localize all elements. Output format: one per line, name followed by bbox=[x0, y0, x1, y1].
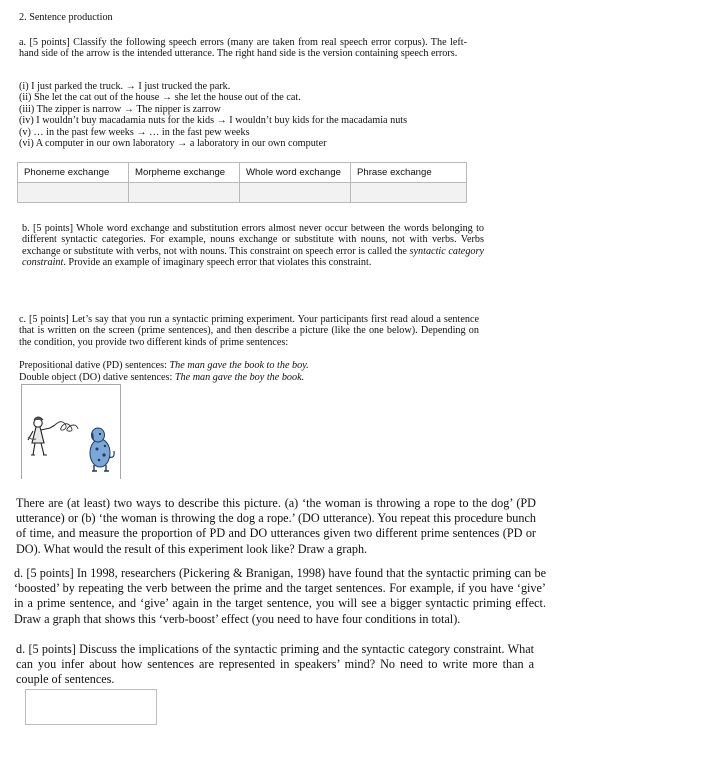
speech-error-item: (i) I just parked the truck. → I just trucked the park. bbox=[19, 81, 231, 92]
part-b-text bbox=[22, 223, 484, 269]
table-header-row bbox=[18, 163, 467, 183]
column-header-whole-word: Whole word exchange bbox=[240, 163, 351, 183]
speech-error-list bbox=[19, 81, 479, 149]
speech-error-item: (iii) The zipper is narrow → The nipper is zarrow bbox=[19, 103, 221, 115]
speech-error-item: (vi) A computer in our own laboratory → a laboratory in our own computer bbox=[19, 138, 327, 150]
section-heading: 2. Sentence production bbox=[19, 12, 113, 23]
picture-question: There are (at least) two ways to describe this picture. (a) ‘the woman is throwing a rope to the dog’ (PD utterance) or (b) ‘the woman is throwing the dog a rope.’ (DO utterance). You repeat this procedure bunch of time, and measure the proportion of PD and DO utterances given two different prime sentences (PD or DO). What would the result of this experiment look like? Draw a graph. bbox=[16, 496, 536, 556]
dog-figure bbox=[90, 428, 114, 471]
answer-box[interactable] bbox=[25, 689, 157, 725]
answer-cell-phrase[interactable] bbox=[351, 183, 467, 203]
part-c-text: c. [5 points] Let’s say that you run a syntactic priming experiment. Your participants first read aloud a sentence that is written on the screen (prime sentences), and then describe a picture (like the one below). Depending on the condition, you provide two different kinds of prime sentences: bbox=[19, 314, 479, 348]
column-header-morpheme: Morpheme exchange bbox=[129, 163, 240, 183]
stimulus-picture-frame bbox=[21, 384, 121, 479]
do-label: Double object (DO) dative sentences: bbox=[19, 372, 175, 383]
speech-error-item: (iv) I wouldn’t buy macadamia nuts for the kids → I wouldn’t buy kids for the macadamia nuts bbox=[19, 115, 408, 127]
part-a-prompt: a. [5 points] Classify the following speech errors (many are taken from real speech error corpus). The left-hand side of the arrow is the intended utterance. The right hand side is the version containing speech errors. bbox=[19, 37, 467, 60]
pd-example-line bbox=[19, 360, 309, 371]
part-d-implications: d. [5 points] Discuss the implications of the syntactic priming and the syntactic category constraint. What can you infer about how sentences are represented in speakers’ mind? No need to write more than a couple of sentences. bbox=[16, 642, 534, 687]
speech-error-item: (v) … in the past few weeks → … in the fast pew weeks bbox=[19, 126, 250, 138]
woman-dog-rope-illustration bbox=[22, 385, 120, 479]
answer-cell-whole-word[interactable] bbox=[240, 183, 351, 203]
part-b-term: syntactic category constraint bbox=[22, 245, 484, 269]
woman-figure bbox=[28, 417, 55, 455]
classification-table bbox=[17, 162, 467, 203]
table-answer-row bbox=[18, 183, 467, 203]
part-d-verb-boost: d. [5 points] In 1998, researchers (Pickering & Branigan, 1998) have found that the syntactic priming can be ‘boosted’ by repeating the verb between the prime and the target sentences. For example, if you have ‘give’ in a prime sentence, and ‘give’ again in the target sentence, you will see a bigger syntactic priming effect. Draw a graph that shows this ‘verb-boost’ effect (you need to have four conditions in total). bbox=[14, 566, 546, 626]
do-example: The man gave the boy the book. bbox=[174, 372, 305, 383]
answer-cell-phoneme[interactable] bbox=[18, 183, 129, 203]
part-b-text-2: . Provide an example of imaginary speech error that violates this constraint. bbox=[63, 257, 372, 269]
column-header-phrase: Phrase exchange bbox=[351, 163, 467, 183]
rope-shape bbox=[55, 422, 78, 431]
answer-cell-morpheme[interactable] bbox=[129, 183, 240, 203]
pd-label: Prepositional dative (PD) sentences: bbox=[19, 360, 170, 371]
column-header-phoneme: Phoneme exchange bbox=[18, 163, 129, 183]
part-b-text-1: b. [5 points] Whole word exchange and substitution errors almost never occur between the words belonging to different syntactic categories. For example, nouns exchange or substitute with nouns, not with verbs. Verbs exchange or substitute with verbs, not with nouns. This constraint on speech error is called the bbox=[22, 223, 484, 257]
speech-error-item: (ii) She let the cat out of the house → she let the house out of the cat. bbox=[19, 92, 301, 104]
pd-example: The man gave the book to the boy. bbox=[169, 360, 309, 371]
do-example-line bbox=[19, 372, 304, 383]
